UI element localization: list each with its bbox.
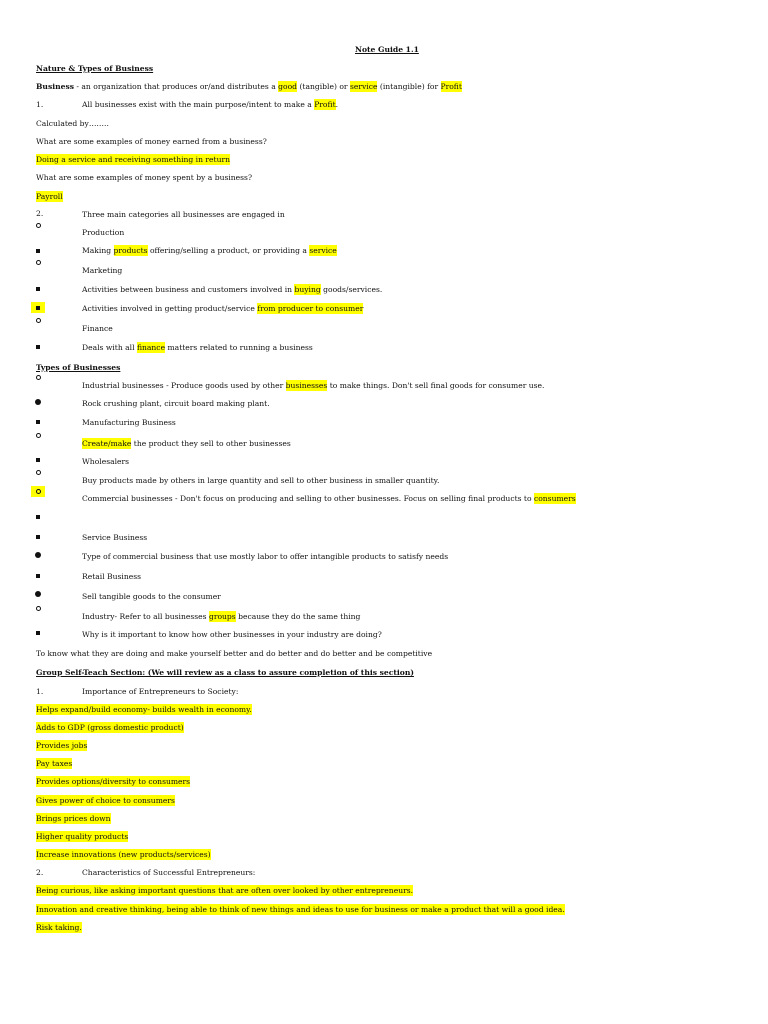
square-bullet-icon	[31, 341, 45, 352]
entrepreneur-importance: Brings prices down	[36, 814, 111, 823]
category-marketing: Marketing	[82, 266, 123, 275]
entrepreneur-importance: Higher quality products	[36, 832, 129, 841]
square-bullet-icon	[31, 283, 45, 294]
square-bullet-icon	[31, 245, 45, 256]
hollow-bullet-icon	[31, 467, 45, 478]
item2-text: Three main categories all businesses are engaged in	[82, 210, 285, 219]
finance-desc: Deals with all finance matters related to running a business	[82, 343, 313, 352]
entrepreneur-characteristic: Being curious, like asking important questions that are often over looked by other entrepreneurs.	[36, 886, 414, 895]
production-desc: Making products offering/selling a product, or providing a service	[82, 246, 337, 255]
entrepreneur-importance: Gives power of choice to consumers	[36, 796, 175, 805]
hollow-bullet-icon	[31, 257, 45, 268]
answer-spent: Payroll	[36, 192, 63, 201]
service-business-desc: Type of commercial business that use mostly labor to offer intangible products to satisfy needs	[82, 552, 449, 561]
category-finance: Finance	[82, 324, 113, 333]
round-bullet-icon	[31, 397, 45, 408]
section-heading-group: Group Self-Teach Section: (We will review as a class to assure completion of this section)	[36, 668, 414, 677]
hollow-bullet-icon	[31, 372, 45, 383]
industrial-businesses: Industrial businesses - Produce goods used by other businesses to make things. Don't sell final goods for consumer use.	[82, 381, 545, 390]
square-bullet-icon	[31, 511, 45, 522]
marketing-desc-getting: Activities involved in getting product/service from producer to consumer	[82, 304, 364, 313]
hollow-bullet-icon	[31, 220, 45, 231]
round-bullet-icon	[31, 550, 45, 561]
square-bullet-icon	[31, 531, 45, 542]
square-bullet-icon	[31, 416, 45, 427]
square-bullet-icon	[31, 454, 45, 465]
square-bullet-icon	[31, 570, 45, 581]
marketing-desc-buying: Activities between business and customers involved in buying goods/services.	[82, 285, 383, 294]
page-title: Note Guide 1.1	[355, 45, 419, 54]
entrepreneur-characteristic: Innovation and creative thinking, being able to think of new things and ideas to use for business or make a product that will a good idea.	[36, 905, 565, 914]
round-bullet-icon	[31, 589, 45, 600]
hollow-bullet-icon	[31, 486, 45, 497]
industry-definition: Industry- Refer to all businesses groups because they do the same thing	[82, 612, 361, 621]
calculated-by: Calculated by……..	[36, 119, 109, 128]
industry-answer: To know what they are doing and make yourself better and do better and do better and be competitive	[36, 649, 433, 658]
entrepreneur-importance: Provides jobs	[36, 741, 88, 750]
question-spent: What are some examples of money spent by a business?	[36, 173, 253, 182]
section-heading-types: Types of Businesses	[36, 363, 121, 372]
commercial-businesses: Commercial businesses - Don't focus on producing and selling to other businesses. Focus on selling final products to consumers	[82, 494, 576, 503]
entrepreneur-importance: Adds to GDP (gross domestic product)	[36, 723, 184, 732]
item-number: 2.	[36, 868, 44, 877]
entrepreneur-importance: Pay taxes	[36, 759, 73, 768]
group-item2-text: Characteristics of Successful Entrepreneurs:	[82, 868, 256, 877]
entrepreneur-importance: Provides options/diversity to consumers	[36, 777, 191, 786]
item-number: 1.	[36, 687, 44, 696]
square-bullet-icon	[31, 302, 45, 313]
category-production: Production	[82, 228, 125, 237]
hollow-bullet-icon	[31, 430, 45, 441]
group-item1-text: Importance of Entrepreneurs to Society:	[82, 687, 239, 696]
square-bullet-icon	[31, 627, 45, 638]
business-definition: Business - an organization that produces or/and distributes a good (tangible) or service (intangible) for Profit	[36, 82, 462, 91]
item1-text: All businesses exist with the main purpose/intent to make a Profit.	[82, 100, 339, 109]
industry-question: Why is it important to know how other businesses in your industry are doing?	[82, 630, 382, 639]
retail-business-desc: Sell tangible goods to the consumer	[82, 592, 221, 601]
wholesalers: Wholesalers	[82, 457, 130, 466]
wholesalers-desc: Buy products made by others in large quantity and sell to other business in smaller quantity.	[82, 476, 440, 485]
entrepreneur-characteristic: Risk taking.	[36, 923, 82, 932]
question-earned: What are some examples of money earned from a business?	[36, 137, 267, 146]
manufacturing-desc: Create/make the product they sell to other businesses	[82, 439, 291, 448]
item-number: 2.	[36, 209, 44, 218]
retail-business: Retail Business	[82, 572, 142, 581]
entrepreneur-importance: Helps expand/build economy- builds wealth in economy.	[36, 705, 252, 714]
hollow-bullet-icon	[31, 603, 45, 614]
definition-term: Business	[36, 82, 75, 91]
section-heading-nature: Nature & Types of Business	[36, 64, 154, 73]
entrepreneur-importance: Increase innovations (new products/services)	[36, 850, 211, 859]
service-business: Service Business	[82, 533, 148, 542]
answer-earned: Doing a service and receiving something in return	[36, 155, 230, 164]
hollow-bullet-icon	[31, 315, 45, 326]
industrial-example: Rock crushing plant, circuit board making plant.	[82, 399, 270, 408]
manufacturing-business: Manufacturing Business	[82, 418, 176, 427]
item-number: 1.	[36, 100, 44, 109]
